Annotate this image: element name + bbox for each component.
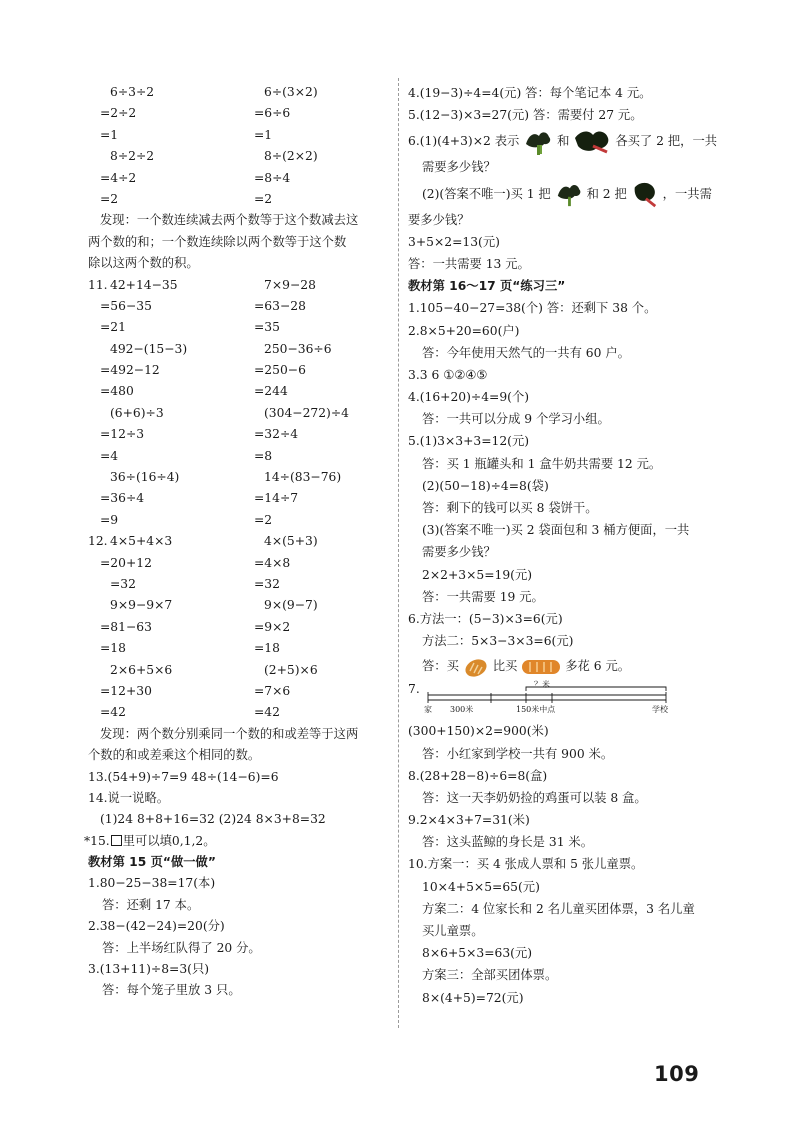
- calc-line: =480: [100, 384, 134, 399]
- finding-text: 除以这两个数的积。: [88, 256, 199, 271]
- calc-line: =81−63: [100, 619, 152, 634]
- text-line: 需要多少钱？: [422, 545, 496, 560]
- exercise-14-title: 14.说一说略。: [88, 790, 170, 805]
- calc-line: =35: [254, 320, 280, 335]
- text-line: (300+150)×2=900(米): [408, 724, 549, 739]
- q6-part2: [408, 179, 723, 209]
- calc-line: =32: [110, 576, 136, 591]
- text: 要多少钱？: [408, 212, 470, 227]
- finding-text: 两个数的和；一个数连续除以两个数等于这个数: [88, 234, 347, 249]
- calc-line: =36÷4: [100, 491, 145, 506]
- exercise-number: *15.: [84, 833, 110, 848]
- exercise-number: 7.: [408, 682, 420, 697]
- text-line: 3.(13+11)÷8=3(只): [88, 962, 210, 977]
- right-top-lines: [408, 82, 723, 126]
- right-column: [408, 82, 723, 1009]
- text-line: 答：还剩 17 本。: [102, 897, 200, 912]
- text-line: (3)(答案不唯一)买 2 袋面包和 3 桶方便面，一共: [422, 523, 690, 538]
- calc-line: =12+30: [100, 683, 152, 698]
- section-title-practice3: 教材第 16～17 页“练习三”: [408, 279, 566, 294]
- diagram-home-label: 家: [424, 705, 432, 715]
- text-line: 10×4+5×5=65(元): [422, 879, 540, 894]
- calc-line: =9: [100, 512, 119, 527]
- calc-line: =6÷6: [254, 106, 291, 121]
- calc-line: =1: [100, 127, 119, 142]
- column-divider: [398, 78, 399, 1028]
- exercise-12: [88, 531, 393, 766]
- exercise-14-body: (1)24 8+8+16=32 (2)24 8×3+8=32: [100, 812, 326, 827]
- text: 需要多少钱？: [422, 160, 496, 175]
- calc-line: =18: [254, 641, 280, 656]
- text-line: 答：今年使用天然气的一共有 60 户。: [422, 345, 630, 360]
- calc-line: 6÷(3×2): [264, 85, 318, 99]
- text-line: 答：上半场红队得了 20 分。: [102, 940, 261, 955]
- q6-answer-with-pictures: [408, 652, 723, 680]
- text-line: 答：这一天李奶奶捡的鸡蛋可以装 8 盒。: [422, 790, 647, 805]
- text-line: 买儿童票。: [422, 924, 484, 938]
- exercise-15: [84, 831, 393, 852]
- text-line: 3.3 6 ①②④⑤: [408, 367, 488, 382]
- calc-line: =21: [100, 320, 126, 335]
- calc-line: 6÷3÷2: [110, 85, 155, 99]
- text-line: 9.2×4×3+7=31(米): [408, 813, 530, 828]
- vegetable-bunch-icon: [523, 128, 553, 156]
- exercise-number: 12.: [88, 534, 108, 549]
- calc-line: 4×5+4×3: [110, 534, 173, 549]
- text-line: 1.105−40−27=38(个) 答：还剩下 38 个。: [408, 301, 657, 316]
- calc-line: =4÷2: [100, 170, 137, 185]
- text: (2)(答案不唯一)买 1 把: [422, 186, 551, 201]
- calc-line: =9×2: [254, 619, 291, 634]
- text-line: 6.方法一：(5−3)×3=6(元): [408, 611, 563, 626]
- text-line: 4.(16+20)÷4=9(个): [408, 390, 530, 405]
- text: 多花 6 元。: [565, 659, 631, 674]
- calc-line: =492−12: [100, 363, 160, 378]
- finding-text: 发现：两个数分别乘同一个数的和或差等于这两: [100, 726, 359, 741]
- calc-line: =7×6: [254, 683, 291, 698]
- text-line: 答：剩下的钱可以买 8 袋饼干。: [422, 501, 598, 515]
- text-line: 答：买 1 瓶罐头和 1 盒牛奶共需要 12 元。: [422, 456, 662, 471]
- q6-part1: [408, 126, 723, 156]
- exercise-number: 11.: [88, 277, 108, 292]
- loaf-bread-icon: [521, 658, 561, 676]
- text-line: 方法二：5×3−3×3=6(元): [422, 634, 574, 649]
- calc-line: =42: [100, 705, 126, 720]
- section-page15-lines: [88, 873, 393, 1001]
- calc-line: =1: [254, 127, 273, 142]
- blank-box-icon: [111, 835, 122, 846]
- left-column: [84, 82, 393, 1002]
- vegetable-bunch-icon: [555, 180, 583, 208]
- text-line: 8.(28+28−8)÷6=8(盒): [408, 768, 548, 783]
- text-line: 8×6+5×3=63(元): [422, 946, 533, 961]
- calc-line: 9×(9−7): [264, 598, 318, 613]
- text-line: 5.(1)3×3+3=12(元): [408, 434, 530, 449]
- practice3-lines: [408, 297, 723, 652]
- text: 各买了 2 把，一共: [615, 134, 718, 149]
- calc-line: =18: [100, 641, 126, 656]
- finding-text: 个数的和或差乘这个相同的数。: [88, 748, 261, 763]
- calc-line: =2: [254, 512, 273, 527]
- spinach-bunch-icon: [631, 180, 659, 208]
- text-line: 方案三：全部买团体票。: [422, 968, 558, 983]
- calc-line: 14÷(83−76): [264, 470, 342, 485]
- calc-line: 8÷(2×2): [264, 149, 318, 164]
- answer-line: 答：一共需要 13 元。: [408, 256, 530, 271]
- page-number: 109: [654, 1062, 700, 1086]
- bread-roll-icon: [463, 657, 489, 677]
- calc-line: =32÷4: [254, 427, 299, 442]
- calc-line: (2+5)×6: [264, 662, 318, 677]
- calc-line: =20+12: [100, 555, 152, 570]
- calc-line: (6+6)÷3: [110, 405, 164, 420]
- calc-line: =244: [254, 384, 288, 399]
- calc-line: =56−35: [100, 298, 152, 313]
- text-line: 答：小红家到学校一共有 900 米。: [422, 746, 614, 761]
- section-title-page15: 教材第 15 页“做一做”: [88, 855, 216, 870]
- text: 比买: [492, 659, 518, 674]
- text: 和 2 把: [586, 186, 627, 201]
- text-line: 10.方案一：买 4 张成人票和 5 张儿童票。: [408, 857, 644, 872]
- calc-line: 7×9−28: [264, 277, 316, 292]
- diagram-300m-label: 300米: [450, 705, 474, 715]
- text-line: 答：一共可以分成 9 个学习小组。: [422, 412, 610, 427]
- text-line: 2.38−(42−24)=20(分): [88, 919, 225, 934]
- calc-line: =14÷7: [254, 491, 299, 506]
- spinach-bunch-icon: [573, 128, 611, 156]
- calc-line: =4×8: [254, 555, 291, 570]
- calc-line: 36÷(16÷4): [110, 470, 180, 485]
- exercise-13: 13.(54+9)÷7=9 48÷(14−6)=6: [88, 769, 279, 784]
- text-line: 4.(19−3)÷4=4(元) 答：每个笔记本 4 元。: [408, 86, 652, 100]
- text-line: 答：每个笼子里放 3 只。: [102, 983, 241, 998]
- text-line: 答：这头蓝鲸的身长是 31 米。: [422, 835, 594, 850]
- line-segment-diagram: [424, 680, 676, 715]
- text-line: 1.80−25−38=17(本): [88, 876, 216, 891]
- calc-line: 3+5×2=13(元): [408, 234, 500, 249]
- calc-line: =250−6: [254, 363, 306, 378]
- calc-line: =2: [100, 191, 119, 206]
- text-line: 8×(4+5)=72(元): [422, 990, 524, 1005]
- text: 答：买: [422, 659, 459, 674]
- calc-line: =4: [100, 448, 119, 463]
- calc-line: =2: [254, 191, 273, 206]
- text-line: 方案二：4 位家长和 2 名儿童买团体票，3 名儿童: [422, 901, 695, 916]
- exercise-11: [88, 275, 393, 532]
- text: 和: [557, 134, 570, 149]
- calc-line: =42: [254, 705, 280, 720]
- text-line: 答：一共需要 19 元。: [422, 589, 544, 604]
- calc-line: 8÷2÷2: [110, 149, 155, 164]
- calc-line: 492−(15−3): [110, 341, 188, 356]
- exercise-15-text: 里可以填0,1,2。: [122, 833, 216, 848]
- calc-line: 250−36÷6: [264, 341, 332, 356]
- text-line: 5.(12−3)×3=27(元) 答：需要付 27 元。: [408, 108, 643, 123]
- calc-line: =8÷4: [254, 170, 291, 185]
- calc-line: 4×(5+3): [264, 534, 318, 549]
- q7-diagram-row: [408, 680, 723, 720]
- calc-line: 9×9−9×7: [110, 598, 173, 613]
- diagram-school-label: 学校: [652, 705, 668, 715]
- text-line: (2)(50−18)÷4=8(袋): [422, 478, 549, 493]
- calc-line: 2×6+5×6: [110, 662, 173, 677]
- calc-line: 42+14−35: [110, 277, 178, 292]
- text-line: 2×2+3×5=19(元): [422, 567, 533, 582]
- calc-line: =32: [254, 576, 280, 591]
- finding-text: 发现：一个数连续减去两个数等于这个数减去这: [100, 213, 359, 228]
- diagram-question-label: ？米: [534, 680, 550, 690]
- text-line: 2.8×5+20=60(户): [408, 323, 520, 338]
- diagram-midpoint-label: 150米中点: [516, 705, 556, 715]
- calc-line: =12÷3: [100, 427, 145, 442]
- text: 6.(1)(4+3)×2 表示: [408, 134, 520, 149]
- calc-line: (304−272)÷4: [264, 405, 349, 420]
- calc-line: =8: [254, 448, 273, 463]
- text: ，一共需: [662, 186, 712, 201]
- q7-to-q10-lines: [408, 720, 723, 1008]
- exercise-10-columns: [88, 82, 393, 275]
- calc-line: =63−28: [254, 298, 306, 313]
- calc-line: =2÷2: [100, 106, 137, 121]
